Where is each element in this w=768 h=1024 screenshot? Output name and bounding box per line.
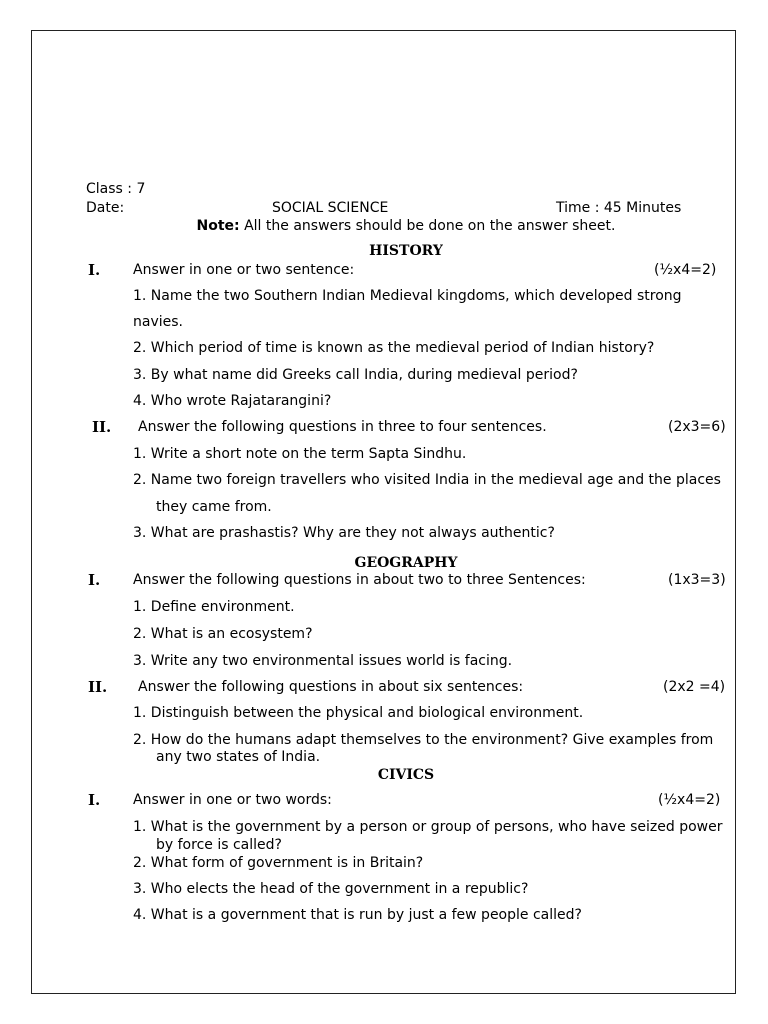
time-label: Time : 45 Minutes: [556, 200, 682, 216]
history-s1-question-1-cont: navies.: [133, 314, 183, 330]
history-s2-question-1: 1. Write a short note on the term Sapta Sindhu.: [133, 446, 467, 462]
geography-s2-question-2: 2. How do the humans adapt themselves to the environment? Give examples from: [133, 732, 714, 748]
history-s1-question-2: 2. Which period of time is known as the medieval period of Indian history?: [133, 340, 655, 356]
geography-s2-question-2-cont: any two states of India.: [156, 749, 321, 765]
history-section-2-instruction: Answer the following questions in three to four sentences.: [138, 419, 547, 435]
geography-heading: GEOGRAPHY: [354, 555, 458, 571]
geography-s1-question-3: 3. Write any two environmental issues world is facing.: [133, 653, 513, 669]
civics-s1-question-1-cont: by force is called?: [156, 837, 282, 853]
geography-section-2-marks: (2x2 =4): [663, 679, 726, 695]
subject-title: SOCIAL SCIENCE: [272, 200, 389, 216]
history-section-1-marks: (½x4=2): [654, 262, 717, 278]
history-s2-question-3: 3. What are prashastis? Why are they not always authentic?: [133, 525, 555, 541]
geography-s2-question-1: 1. Distinguish between the physical and biological environment.: [133, 705, 584, 721]
date-label: Date:: [86, 200, 125, 216]
civics-s1-question-2: 2. What form of government is in Britain?: [133, 855, 424, 871]
geography-section-1-marks: (1x3=3): [668, 572, 726, 588]
geography-section-2-instruction: Answer the following questions in about six sentences:: [138, 679, 524, 695]
civics-heading: CIVICS: [377, 767, 435, 783]
history-section-1-numeral: I.: [88, 261, 101, 279]
history-section-2-marks: (2x3=6): [668, 419, 726, 435]
geography-s1-question-2: 2. What is an ecosystem?: [133, 626, 313, 642]
geography-s1-question-1: 1. Define environment.: [133, 599, 295, 615]
civics-section-1-numeral: I.: [88, 791, 101, 809]
civics-s1-question-1: 1. What is the government by a person or group of persons, who have seized power: [133, 819, 723, 835]
history-s1-question-1: 1. Name the two Southern Indian Medieval kingdoms, which developed strong: [133, 288, 682, 304]
history-section-2-numeral: II.: [92, 418, 112, 436]
class-label: Class : 7: [86, 181, 146, 197]
geography-section-1-instruction: Answer the following questions in about two to three Sentences:: [133, 572, 586, 588]
page-border: [31, 30, 736, 994]
history-heading: HISTORY: [369, 243, 443, 259]
civics-s1-question-3: 3. Who elects the head of the government in a republic?: [133, 881, 529, 897]
civics-section-1-marks: (½x4=2): [658, 792, 721, 808]
history-s2-question-2-cont: they came from.: [156, 499, 272, 515]
note-line: [0, 217, 768, 235]
geography-section-2-numeral: II.: [88, 678, 108, 696]
civics-s1-question-4: 4. What is a government that is run by just a few people called?: [133, 907, 582, 923]
history-s1-question-4: 4. Who wrote Rajatarangini?: [133, 393, 332, 409]
history-s1-question-3: 3. By what name did Greeks call India, during medieval period?: [133, 367, 578, 383]
history-s2-question-2: 2. Name two foreign travellers who visited India in the medieval age and the places: [133, 472, 721, 488]
civics-section-1-instruction: Answer in one or two words:: [133, 792, 332, 808]
note-text: All the answers should be done on the answer sheet.: [244, 218, 616, 234]
geography-section-1-numeral: I.: [88, 571, 101, 589]
note-label: Note:: [196, 218, 240, 234]
history-section-1-instruction: Answer in one or two sentence:: [133, 262, 355, 278]
